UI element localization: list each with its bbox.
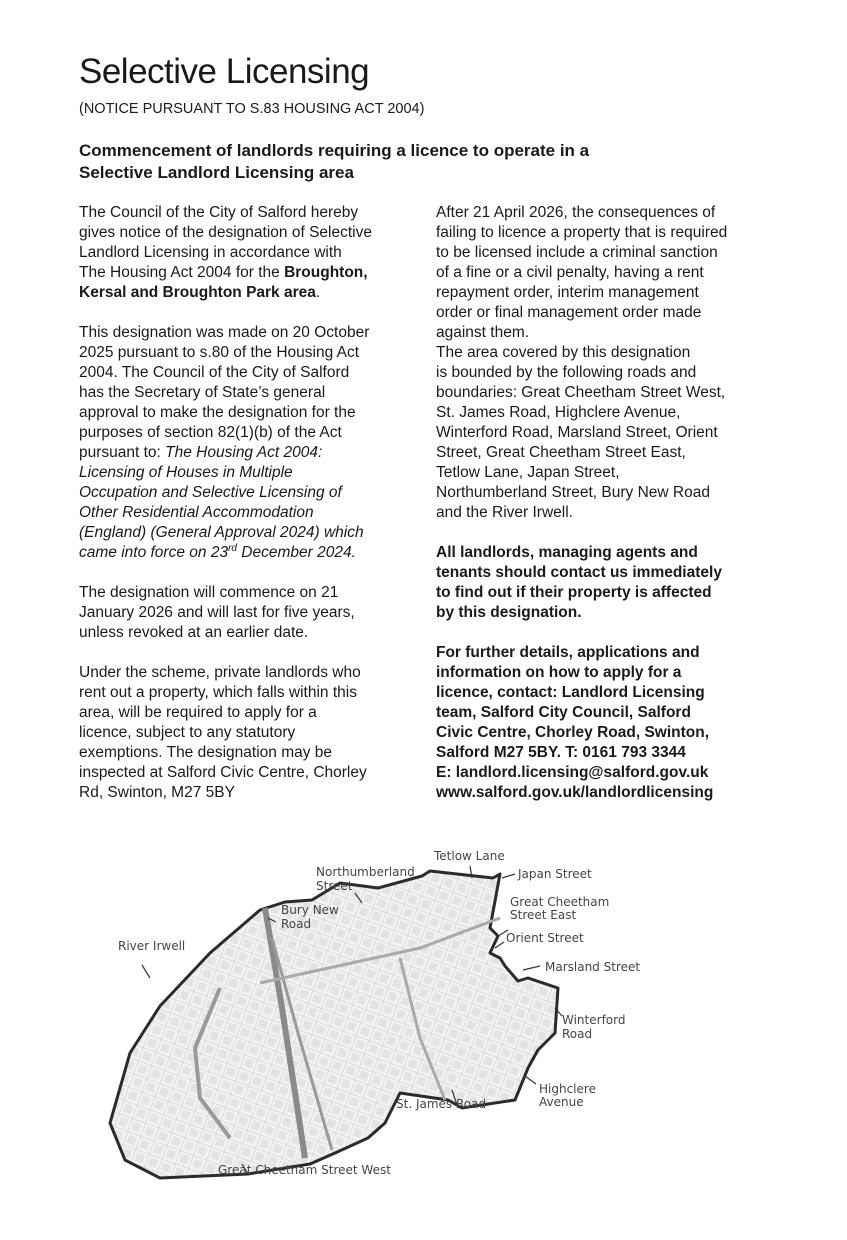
map-label-orient-street: Orient Street [506,931,584,945]
text-line: 2004. The Council of the City of Salford [79,364,350,381]
section-heading [79,140,679,184]
text-line: exemptions. The designation may be [79,744,333,761]
text-line: is bounded by the following roads and [436,364,697,381]
text-line: team, Salford City Council, Salford [436,704,691,721]
text-line: . [315,284,321,301]
page-title: Selective Licensing [79,52,370,91]
text-line: failing to licence a property that is required [436,224,728,241]
consequences-paragraph [436,203,756,343]
act-title: The Housing Act 2004: [165,444,323,461]
text-line: For further details, applications and [436,644,700,661]
text-line: Northumberland Street, Bury New Road [436,484,710,501]
left-column [79,203,399,803]
map-label-st-james-road: St. James Road [396,1097,487,1111]
text-line: licence, contact: Landlord Licensing [436,684,705,701]
map-label-japan-street: Japan Street [518,867,592,881]
text-line: to find out if their property is affected [436,584,712,601]
map-label-highclere-avenue: Avenue [539,1095,584,1109]
contact-warning-paragraph [436,543,756,623]
text-line: approval to make the designation for the [79,404,356,421]
text-line: of a fine or a civil penalty, having a rent [436,264,704,281]
contact-phone: Salford M27 5BY. T: 0161 793 3344 [436,744,686,761]
text-line: January 2026 and will last for five years, [79,604,355,621]
text-line: unless revoked at an earlier date. [79,624,309,641]
text-line: against them. [436,324,530,341]
text-line: The Housing Act 2004 for the [79,264,285,281]
text-line: licence, subject to any statutory [79,724,296,741]
designation-date-paragraph [79,323,399,563]
text-line: Winterford Road, Marsland Street, Orient [436,424,718,441]
text-line: repayment order, interim management [436,284,699,301]
text-line: The area covered by this designation [436,344,691,361]
text-line: This designation was made on 20 October [79,324,370,341]
notice-subtitle: (NOTICE PURSUANT TO S.83 HOUSING ACT 2004) [79,101,425,117]
act-title: came into force on 23rd December 2024. [79,542,356,561]
text-line: boundaries: Great Cheetham Street West, [436,384,726,401]
map-label-marsland-street: Marsland Street [545,960,641,974]
map-label-northumberland-street: Northumberland [316,865,415,879]
boundaries-paragraph [436,343,756,523]
act-title: Other Residential Accommodation [79,504,314,521]
area-name: Kersal and Broughton Park area [79,284,316,301]
text-line: Rd, Swinton, M27 5BY [79,784,235,801]
act-title: Licensing of Houses in Multiple [79,464,293,481]
act-title: Occupation and Selective Licensing of [79,484,342,501]
text-line: Under the scheme, private landlords who [79,664,361,681]
commencement-paragraph [79,583,399,643]
text-line: information on how to apply for a [436,664,682,681]
map-label-great-cheetham-street-east: Street East [510,908,577,922]
text-line: pursuant to: [79,444,166,461]
text-line: purposes of section 82(1)(b) of the Act [79,424,342,441]
text-line: and the River Irwell. [436,504,573,521]
text-line: Tetlow Lane, Japan Street, [436,464,620,481]
heading-line-1: Commencement of landlords requiring a licence to operate in a [79,141,590,160]
designation-area-map [100,838,760,1198]
map-label-great-cheetham-street-west: Great Cheetham Street West [218,1163,391,1177]
text-line: rent out a property, which falls within this [79,684,357,701]
map-label-northumberland-street: Street [316,879,353,893]
text-line: The Council of the City of Salford hereby [79,204,359,221]
website-link[interactable]: www.salford.gov.uk/landlordlicensing [436,784,714,801]
text-line: to be licensed include a criminal sanction [436,244,718,261]
text-line: Street, Great Cheetham Street East, [436,444,686,461]
map-label-tetlow-lane: Tetlow Lane [434,849,505,863]
scheme-paragraph [79,663,399,803]
map-label-highclere-avenue: Highclere [539,1082,596,1096]
heading-line-2: Selective Landlord Licensing area [79,163,354,182]
right-column [436,203,756,803]
area-name: Broughton, [284,264,368,281]
text-line: gives notice of the designation of Selective [79,224,372,241]
text-line: has the Secretary of State’s general [79,384,326,401]
map-label-bury-new-road: Bury New [281,903,339,917]
text-line: area, will be required to apply for a [79,704,317,721]
text-line: tenants should contact us immediately [436,564,722,581]
map-label-winterford-road: Road [562,1027,593,1041]
text-line: St. James Road, Highclere Avenue, [436,404,681,421]
text-line: After 21 April 2026, the consequences of [436,204,716,221]
map-label-bury-new-road: Road [281,917,312,931]
text-line: Civic Centre, Chorley Road, Swinton, [436,724,710,741]
text-line: by this designation. [436,604,582,621]
text-line: 2025 pursuant to s.80 of the Housing Act [79,344,360,361]
map-label-great-cheetham-street-east: Great Cheetham [510,895,610,909]
map-label-winterford-road: Winterford [562,1013,626,1027]
text-line: All landlords, managing agents and [436,544,698,561]
contact-email-link[interactable]: E: landlord.licensing@salford.gov.uk [436,764,709,781]
act-title: (England) (General Approval 2024) which [79,524,364,541]
map-label-river-irwell: River Irwell [118,939,186,953]
contact-details-paragraph [436,643,756,803]
designation-notice-paragraph [79,203,399,303]
text-line: Landlord Licensing in accordance with [79,244,342,261]
text-line: The designation will commence on 21 [79,584,339,601]
text-line: inspected at Salford Civic Centre, Chorley [79,764,367,781]
designation-boundary [110,871,558,1178]
text-line: order or final management order made [436,304,702,321]
